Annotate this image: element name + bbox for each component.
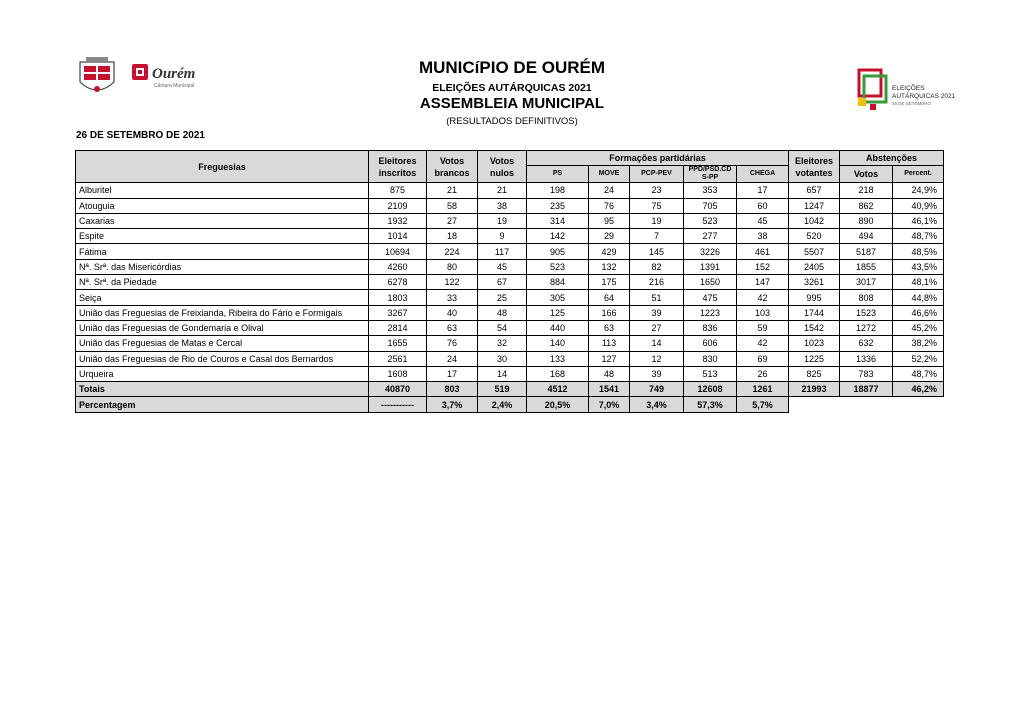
parish-name: União das Freguesias de Rio de Couros e Casal dos Bernardos xyxy=(76,351,369,366)
table-cell: 1803 xyxy=(369,290,427,305)
table-cell: 6278 xyxy=(369,275,427,290)
table-cell: 513 xyxy=(684,366,737,381)
header-abst-percent: Percent. xyxy=(893,166,944,183)
table-cell: 19 xyxy=(630,213,684,228)
table-cell: 76 xyxy=(427,336,478,351)
table-cell: 9 xyxy=(478,229,527,244)
table-row xyxy=(76,275,944,290)
table-cell: 216 xyxy=(630,275,684,290)
table-cell: 29 xyxy=(589,229,630,244)
table-cell: 142 xyxy=(527,229,589,244)
parish-name: Seiça xyxy=(76,290,369,305)
table-cell: 45,2% xyxy=(893,320,944,335)
table-cell: 17 xyxy=(737,183,789,198)
table-cell: 2405 xyxy=(789,259,840,274)
table-cell: 995 xyxy=(789,290,840,305)
table-cell: 75 xyxy=(630,198,684,213)
table-cell: 38,2% xyxy=(893,336,944,351)
table-cell: 836 xyxy=(684,320,737,335)
table-cell: 18 xyxy=(427,229,478,244)
totals-cell: 18877 xyxy=(840,382,893,397)
table-cell: 277 xyxy=(684,229,737,244)
table-row xyxy=(76,320,944,335)
table-cell: 132 xyxy=(589,259,630,274)
table-cell: 40 xyxy=(427,305,478,320)
table-cell: 2561 xyxy=(369,351,427,366)
table-cell: 80 xyxy=(427,259,478,274)
election-date: 26 DE SETEMBRO DE 2021 xyxy=(76,130,205,141)
municipality-title: MUNICíPIO DE OURÉM xyxy=(418,58,606,77)
results-subtitle: (RESULTADOS DEFINITIVOS) xyxy=(446,116,578,127)
table-cell: 46,1% xyxy=(893,213,944,228)
totals-label: Totais xyxy=(76,382,369,397)
table-cell: 54 xyxy=(478,320,527,335)
table-cell: 133 xyxy=(527,351,589,366)
table-cell: 10694 xyxy=(369,244,427,259)
table-cell: 198 xyxy=(527,183,589,198)
percent-cell: 57,3% xyxy=(684,397,737,412)
table-row xyxy=(76,305,944,320)
table-cell: 24 xyxy=(589,183,630,198)
table-cell: 168 xyxy=(527,366,589,381)
table-cell: 475 xyxy=(684,290,737,305)
table-cell: 1744 xyxy=(789,305,840,320)
table-cell: 17 xyxy=(427,366,478,381)
table-cell: 19 xyxy=(478,213,527,228)
table-cell: 3226 xyxy=(684,244,737,259)
table-cell: 21 xyxy=(478,183,527,198)
table-cell: 59 xyxy=(737,320,789,335)
table-cell: 145 xyxy=(630,244,684,259)
table-cell: 1336 xyxy=(840,351,893,366)
table-cell: 862 xyxy=(840,198,893,213)
totals-cell: 46,2% xyxy=(893,382,944,397)
parish-name: Nª. Srª. da Piedade xyxy=(76,275,369,290)
totals-cell: 519 xyxy=(478,382,527,397)
results-body xyxy=(76,183,944,412)
assembly-title: ASSEMBLEIA MUNICIPAL xyxy=(419,95,605,112)
ourem-logo-subtitle: Câmara Municipal xyxy=(154,83,195,89)
table-cell: 140 xyxy=(527,336,589,351)
table-row xyxy=(76,336,944,351)
table-cell: 127 xyxy=(589,351,630,366)
table-cell: 42 xyxy=(737,290,789,305)
percent-label: Percentagem xyxy=(76,397,369,412)
totals-cell: 4512 xyxy=(527,382,589,397)
table-row xyxy=(76,290,944,305)
header-votantes: Eleitores votantes xyxy=(789,151,840,183)
table-cell: 3267 xyxy=(369,305,427,320)
table-cell: 1650 xyxy=(684,275,737,290)
table-cell: 1225 xyxy=(789,351,840,366)
parish-name: União das Freguesias de Freixianda, Ribeira do Fário e Formigais xyxy=(76,305,369,320)
percent-cell: 7,0% xyxy=(589,397,630,412)
table-cell: 440 xyxy=(527,320,589,335)
table-cell: 808 xyxy=(840,290,893,305)
percent-cell: 20,5% xyxy=(527,397,589,412)
table-cell: 42 xyxy=(737,336,789,351)
table-cell: 76 xyxy=(589,198,630,213)
table-row xyxy=(76,259,944,274)
table-cell: 45 xyxy=(478,259,527,274)
table-row xyxy=(76,229,944,244)
table-cell: 875 xyxy=(369,183,427,198)
table-cell: 523 xyxy=(527,259,589,274)
election-logo-line1: ELEIÇÕES xyxy=(892,85,925,92)
table-cell: 890 xyxy=(840,213,893,228)
table-cell: 218 xyxy=(840,183,893,198)
table-cell: 39 xyxy=(630,305,684,320)
table-cell: 48 xyxy=(589,366,630,381)
totals-cell: 40870 xyxy=(369,382,427,397)
table-cell: 224 xyxy=(427,244,478,259)
table-cell: 1655 xyxy=(369,336,427,351)
table-cell: 1391 xyxy=(684,259,737,274)
header-abstencoes: Abstenções xyxy=(840,151,944,166)
header-abst-votos: Votos xyxy=(840,166,893,183)
percent-cell: ----------- xyxy=(369,397,427,412)
table-cell: 45 xyxy=(737,213,789,228)
table-cell: 24 xyxy=(427,351,478,366)
table-cell: 103 xyxy=(737,305,789,320)
header-freguesias: Freguesias xyxy=(76,151,369,183)
table-cell: 12 xyxy=(630,351,684,366)
table-cell: 884 xyxy=(527,275,589,290)
table-cell: 520 xyxy=(789,229,840,244)
table-cell: 52,2% xyxy=(893,351,944,366)
table-cell: 27 xyxy=(630,320,684,335)
election-logo-line2: AUTÁRQUICAS 2021 xyxy=(892,93,956,100)
table-cell: 314 xyxy=(527,213,589,228)
totals-row xyxy=(76,382,944,397)
table-cell: 33 xyxy=(427,290,478,305)
ourem-logo-text: Ourém xyxy=(152,66,196,82)
table-cell: 1247 xyxy=(789,198,840,213)
table-cell: 632 xyxy=(840,336,893,351)
header-formacoes: Formações partidárias xyxy=(527,151,789,166)
table-cell: 63 xyxy=(427,320,478,335)
percent-cell: 3,4% xyxy=(630,397,684,412)
table-cell: 51 xyxy=(630,290,684,305)
table-cell: 3017 xyxy=(840,275,893,290)
header-move: MOVE xyxy=(589,166,630,183)
parish-name: Fátima xyxy=(76,244,369,259)
table-cell: 657 xyxy=(789,183,840,198)
table-cell: 461 xyxy=(737,244,789,259)
table-cell: 63 xyxy=(589,320,630,335)
table-cell: 1023 xyxy=(789,336,840,351)
table-cell: 705 xyxy=(684,198,737,213)
table-cell: 830 xyxy=(684,351,737,366)
table-cell: 1223 xyxy=(684,305,737,320)
table-cell: 7 xyxy=(630,229,684,244)
table-cell: 166 xyxy=(589,305,630,320)
table-cell: 40,9% xyxy=(893,198,944,213)
table-cell: 64 xyxy=(589,290,630,305)
election-logo-line3: 26 DE SETEMBRO xyxy=(892,101,932,106)
table-cell: 305 xyxy=(527,290,589,305)
table-cell: 2814 xyxy=(369,320,427,335)
table-cell: 67 xyxy=(478,275,527,290)
table-cell: 147 xyxy=(737,275,789,290)
table-cell: 429 xyxy=(589,244,630,259)
table-cell: 32 xyxy=(478,336,527,351)
table-cell: 95 xyxy=(589,213,630,228)
table-cell: 23 xyxy=(630,183,684,198)
table-cell: 26 xyxy=(737,366,789,381)
table-cell: 14 xyxy=(478,366,527,381)
percent-cell: 2,4% xyxy=(478,397,527,412)
table-cell: 1014 xyxy=(369,229,427,244)
parish-name: União das Freguesias de Matas e Cercal xyxy=(76,336,369,351)
table-cell: 48 xyxy=(478,305,527,320)
table-cell: 1042 xyxy=(789,213,840,228)
percent-blank xyxy=(789,397,944,412)
totals-cell: 803 xyxy=(427,382,478,397)
table-cell: 1932 xyxy=(369,213,427,228)
table-row xyxy=(76,351,944,366)
table-cell: 5187 xyxy=(840,244,893,259)
table-cell: 1855 xyxy=(840,259,893,274)
table-row xyxy=(76,183,944,198)
table-cell: 48,1% xyxy=(893,275,944,290)
header-ppd-psd: PPD/PSD.CD S-PP xyxy=(684,166,737,183)
table-cell: 2109 xyxy=(369,198,427,213)
table-cell: 905 xyxy=(527,244,589,259)
table-cell: 5507 xyxy=(789,244,840,259)
table-cell: 494 xyxy=(840,229,893,244)
totals-cell: 749 xyxy=(630,382,684,397)
parish-name: União das Freguesias de Gondemaria e Olival xyxy=(76,320,369,335)
table-cell: 122 xyxy=(427,275,478,290)
table-cell: 44,8% xyxy=(893,290,944,305)
table-cell: 1272 xyxy=(840,320,893,335)
table-cell: 353 xyxy=(684,183,737,198)
parish-name: Espite xyxy=(76,229,369,244)
table-cell: 69 xyxy=(737,351,789,366)
percent-cell: 5,7% xyxy=(737,397,789,412)
table-cell: 38 xyxy=(737,229,789,244)
parish-name: Nª. Srª. das Misericórdias xyxy=(76,259,369,274)
parish-name: Urqueira xyxy=(76,366,369,381)
table-cell: 1523 xyxy=(840,305,893,320)
table-cell: 4260 xyxy=(369,259,427,274)
table-cell: 48,5% xyxy=(893,244,944,259)
totals-cell: 21993 xyxy=(789,382,840,397)
table-cell: 3261 xyxy=(789,275,840,290)
totals-cell: 1261 xyxy=(737,382,789,397)
table-row xyxy=(76,366,944,381)
results-table xyxy=(75,150,944,413)
percent-cell: 3,7% xyxy=(427,397,478,412)
table-cell: 39 xyxy=(630,366,684,381)
table-cell: 825 xyxy=(789,366,840,381)
election-title: ELEIÇÕES AUTÁRQUICAS 2021 xyxy=(432,82,592,94)
table-cell: 113 xyxy=(589,336,630,351)
table-cell: 82 xyxy=(630,259,684,274)
parish-name: Caxarias xyxy=(76,213,369,228)
table-cell: 14 xyxy=(630,336,684,351)
table-cell: 30 xyxy=(478,351,527,366)
table-cell: 606 xyxy=(684,336,737,351)
header-inscritos: Eleitores inscritos xyxy=(369,151,427,183)
parish-name: Atouguia xyxy=(76,198,369,213)
header-chega: CHEGA xyxy=(737,166,789,183)
table-cell: 523 xyxy=(684,213,737,228)
table-row xyxy=(76,213,944,228)
table-cell: 175 xyxy=(589,275,630,290)
table-cell: 117 xyxy=(478,244,527,259)
table-cell: 1542 xyxy=(789,320,840,335)
table-cell: 25 xyxy=(478,290,527,305)
table-row xyxy=(76,244,944,259)
table-cell: 48,7% xyxy=(893,229,944,244)
table-cell: 235 xyxy=(527,198,589,213)
header-pcp-pev: PCP-PEV xyxy=(630,166,684,183)
table-cell: 58 xyxy=(427,198,478,213)
table-cell: 60 xyxy=(737,198,789,213)
parish-name: Alburitel xyxy=(76,183,369,198)
totals-cell: 12608 xyxy=(684,382,737,397)
table-cell: 38 xyxy=(478,198,527,213)
header-nulos: Votos nulos xyxy=(478,151,527,183)
table-cell: 48,7% xyxy=(893,366,944,381)
totals-cell: 1541 xyxy=(589,382,630,397)
table-cell: 24,9% xyxy=(893,183,944,198)
table-cell: 125 xyxy=(527,305,589,320)
percent-row xyxy=(76,397,944,412)
table-row xyxy=(76,198,944,213)
header-ps: PS xyxy=(527,166,589,183)
table-cell: 46,6% xyxy=(893,305,944,320)
table-cell: 43,5% xyxy=(893,259,944,274)
table-cell: 27 xyxy=(427,213,478,228)
table-cell: 21 xyxy=(427,183,478,198)
table-cell: 783 xyxy=(840,366,893,381)
header-brancos: Votos brancos xyxy=(427,151,478,183)
table-cell: 1608 xyxy=(369,366,427,381)
table-cell: 152 xyxy=(737,259,789,274)
